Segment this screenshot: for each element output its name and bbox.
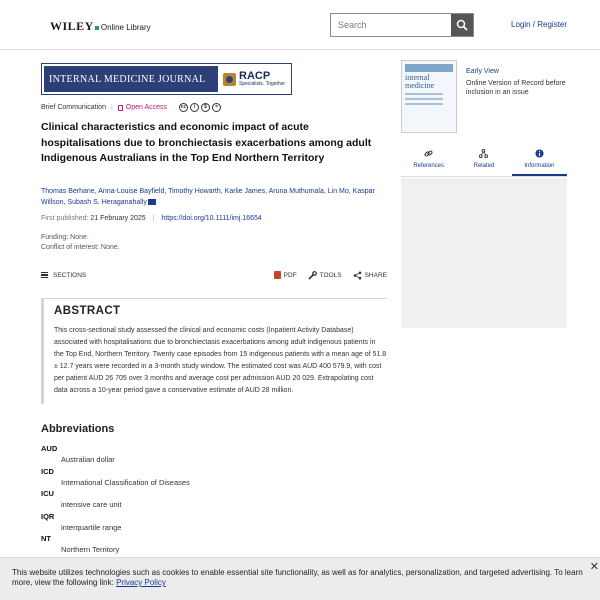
online-version-note: Online Version of Record before inclusion in an issue bbox=[466, 80, 566, 96]
cover-title: internal medicine bbox=[405, 73, 435, 90]
racp-tagline: Specialists. Together bbox=[239, 81, 286, 87]
tab-information[interactable] bbox=[512, 148, 567, 176]
abbrev-term: IQR bbox=[41, 511, 55, 521]
close-icon[interactable]: ✕ bbox=[589, 561, 599, 573]
pdf-icon bbox=[274, 271, 281, 279]
site-header bbox=[0, 0, 600, 50]
pdf-label: PDF bbox=[283, 271, 297, 279]
cover-band bbox=[405, 64, 453, 72]
sections-label: SECTIONS bbox=[53, 271, 87, 279]
share-label: SHARE bbox=[364, 271, 387, 279]
funding-info bbox=[41, 233, 120, 252]
cookie-message bbox=[12, 568, 588, 588]
privacy-policy-link[interactable]: Privacy Policy bbox=[116, 578, 166, 587]
tab-related-label: Related bbox=[473, 163, 495, 169]
early-view-link[interactable]: Early View bbox=[466, 68, 499, 75]
publication-info bbox=[41, 215, 262, 222]
creative-commons-icons[interactable] bbox=[179, 103, 221, 112]
article-title: Clinical characteristics and economic impact of acute hospitalisations due to bronchiectasis exacerbations among adult Indigenous Australians in the Top End Northern Territory bbox=[41, 121, 372, 164]
doi-link[interactable]: https://doi.org/10.1111/imj.16654 bbox=[161, 215, 262, 222]
tab-references[interactable] bbox=[401, 148, 456, 176]
abbrev-definition: International Classification of Diseases bbox=[61, 477, 190, 487]
login-register-link[interactable]: Login / Register bbox=[511, 20, 568, 29]
tab-references-label: References bbox=[413, 163, 444, 169]
article-meta-row bbox=[41, 103, 221, 112]
cc-icon: cc bbox=[180, 104, 187, 110]
journal-name: INTERNAL MEDICINE JOURNAL bbox=[44, 66, 218, 92]
brand-wiley: WILEY bbox=[50, 19, 94, 33]
noncommercial-icon: $ bbox=[201, 103, 210, 112]
abbrev-term: AUD bbox=[41, 444, 58, 453]
brand-online-library: Online Library bbox=[100, 23, 151, 32]
article-type: Brief Communication bbox=[41, 104, 106, 111]
search-input[interactable] bbox=[331, 14, 451, 36]
noderivatives-icon: = bbox=[212, 103, 221, 112]
info-icon bbox=[535, 149, 544, 158]
authors-links[interactable]: Thomas Berhane, Anna-Louise Bayfield, Timothy Howarth, Karlie James, Aruna Muthumala, Lin Mo, Kaspar Willson, Subash S. Heraganahally bbox=[41, 188, 375, 206]
cookie-banner bbox=[0, 557, 600, 600]
abstract-heading: ABSTRACT bbox=[54, 305, 121, 317]
racp-name: RACP bbox=[239, 70, 271, 82]
share-icon bbox=[353, 271, 362, 280]
search-button[interactable] bbox=[451, 14, 473, 36]
brand-dot-icon bbox=[95, 26, 99, 30]
abstract-text: This cross-sectional study assessed the clinical and economic costs (Inpatient Activity Database) associated with hospitalisations due to bronchiectasis exacerbations among adult indigenous patients in the Top End, Northern Territory. Twenty case episodes from 15 indigenous patients with a mean age of 51.8 ± 12.7 years were recorded in a 3-month study window. The estimated cost was AUD 400 579.9, with cost per patient AUD 26 705 over 3 months and average cost per admission AUD 20 029. Extrapolating cost data across a 10-year period gave a conservative estimate of AUD 28 million. bbox=[54, 327, 387, 395]
racp-brand bbox=[218, 66, 289, 92]
abbrev-definition: intensive care unit bbox=[61, 500, 122, 509]
related-icon bbox=[479, 149, 488, 158]
open-lock-icon bbox=[118, 105, 123, 111]
tab-information-label: Information bbox=[524, 163, 555, 169]
abstract-section bbox=[41, 298, 387, 404]
cover-decoration bbox=[405, 93, 443, 95]
conflict-statement: Conflict of interest: None. bbox=[41, 243, 120, 251]
information-panel bbox=[401, 178, 567, 328]
open-access-badge bbox=[118, 104, 167, 111]
wrench-icon bbox=[308, 271, 317, 280]
racp-logo-icon bbox=[223, 73, 236, 86]
sidebar-tabs bbox=[401, 148, 567, 177]
list-icon bbox=[41, 272, 48, 278]
cookie-text: This website utilizes technologies such as cookies to enable essential site functionality, as well as for analytics, personalization, and targeted advertising. To learn more, view the following link: bbox=[12, 568, 583, 587]
funding-statement: Funding: None. bbox=[41, 234, 89, 241]
share-button[interactable] bbox=[353, 271, 387, 280]
abbrev-definition: Australian dollar bbox=[61, 455, 115, 464]
abbrev-term: ICU bbox=[41, 489, 54, 498]
journal-cover-thumbnail[interactable] bbox=[401, 60, 457, 133]
attribution-icon: i bbox=[190, 103, 199, 112]
article-toolbar bbox=[41, 268, 387, 282]
abbrev-definition: Northern Territory bbox=[61, 545, 120, 554]
tools-label: TOOLS bbox=[319, 271, 342, 279]
sections-button[interactable] bbox=[41, 272, 86, 279]
journal-banner[interactable] bbox=[41, 63, 292, 95]
email-icon[interactable] bbox=[148, 199, 156, 205]
tab-related[interactable] bbox=[456, 148, 511, 176]
first-published-label: First published: bbox=[41, 215, 89, 222]
abbrev-term: ICD bbox=[41, 466, 54, 476]
divider: | bbox=[110, 104, 113, 111]
tools-button[interactable] bbox=[308, 271, 342, 280]
author-list bbox=[41, 186, 381, 208]
abbrev-definition: interquartile range bbox=[61, 522, 122, 532]
cover-decoration bbox=[405, 98, 443, 100]
abbreviations-heading: Abbreviations bbox=[41, 423, 115, 435]
link-icon bbox=[424, 149, 433, 158]
search-icon bbox=[456, 19, 468, 31]
cover-decoration bbox=[405, 103, 443, 105]
abbreviations-list bbox=[41, 444, 381, 557]
divider: | bbox=[152, 215, 155, 222]
first-published-date: 21 February 2025 bbox=[90, 215, 146, 222]
wiley-logo[interactable] bbox=[50, 19, 151, 34]
pdf-button[interactable] bbox=[274, 271, 297, 279]
abbrev-term: NT bbox=[41, 534, 51, 543]
search-box bbox=[330, 13, 474, 37]
open-access-label: Open Access bbox=[125, 104, 168, 111]
